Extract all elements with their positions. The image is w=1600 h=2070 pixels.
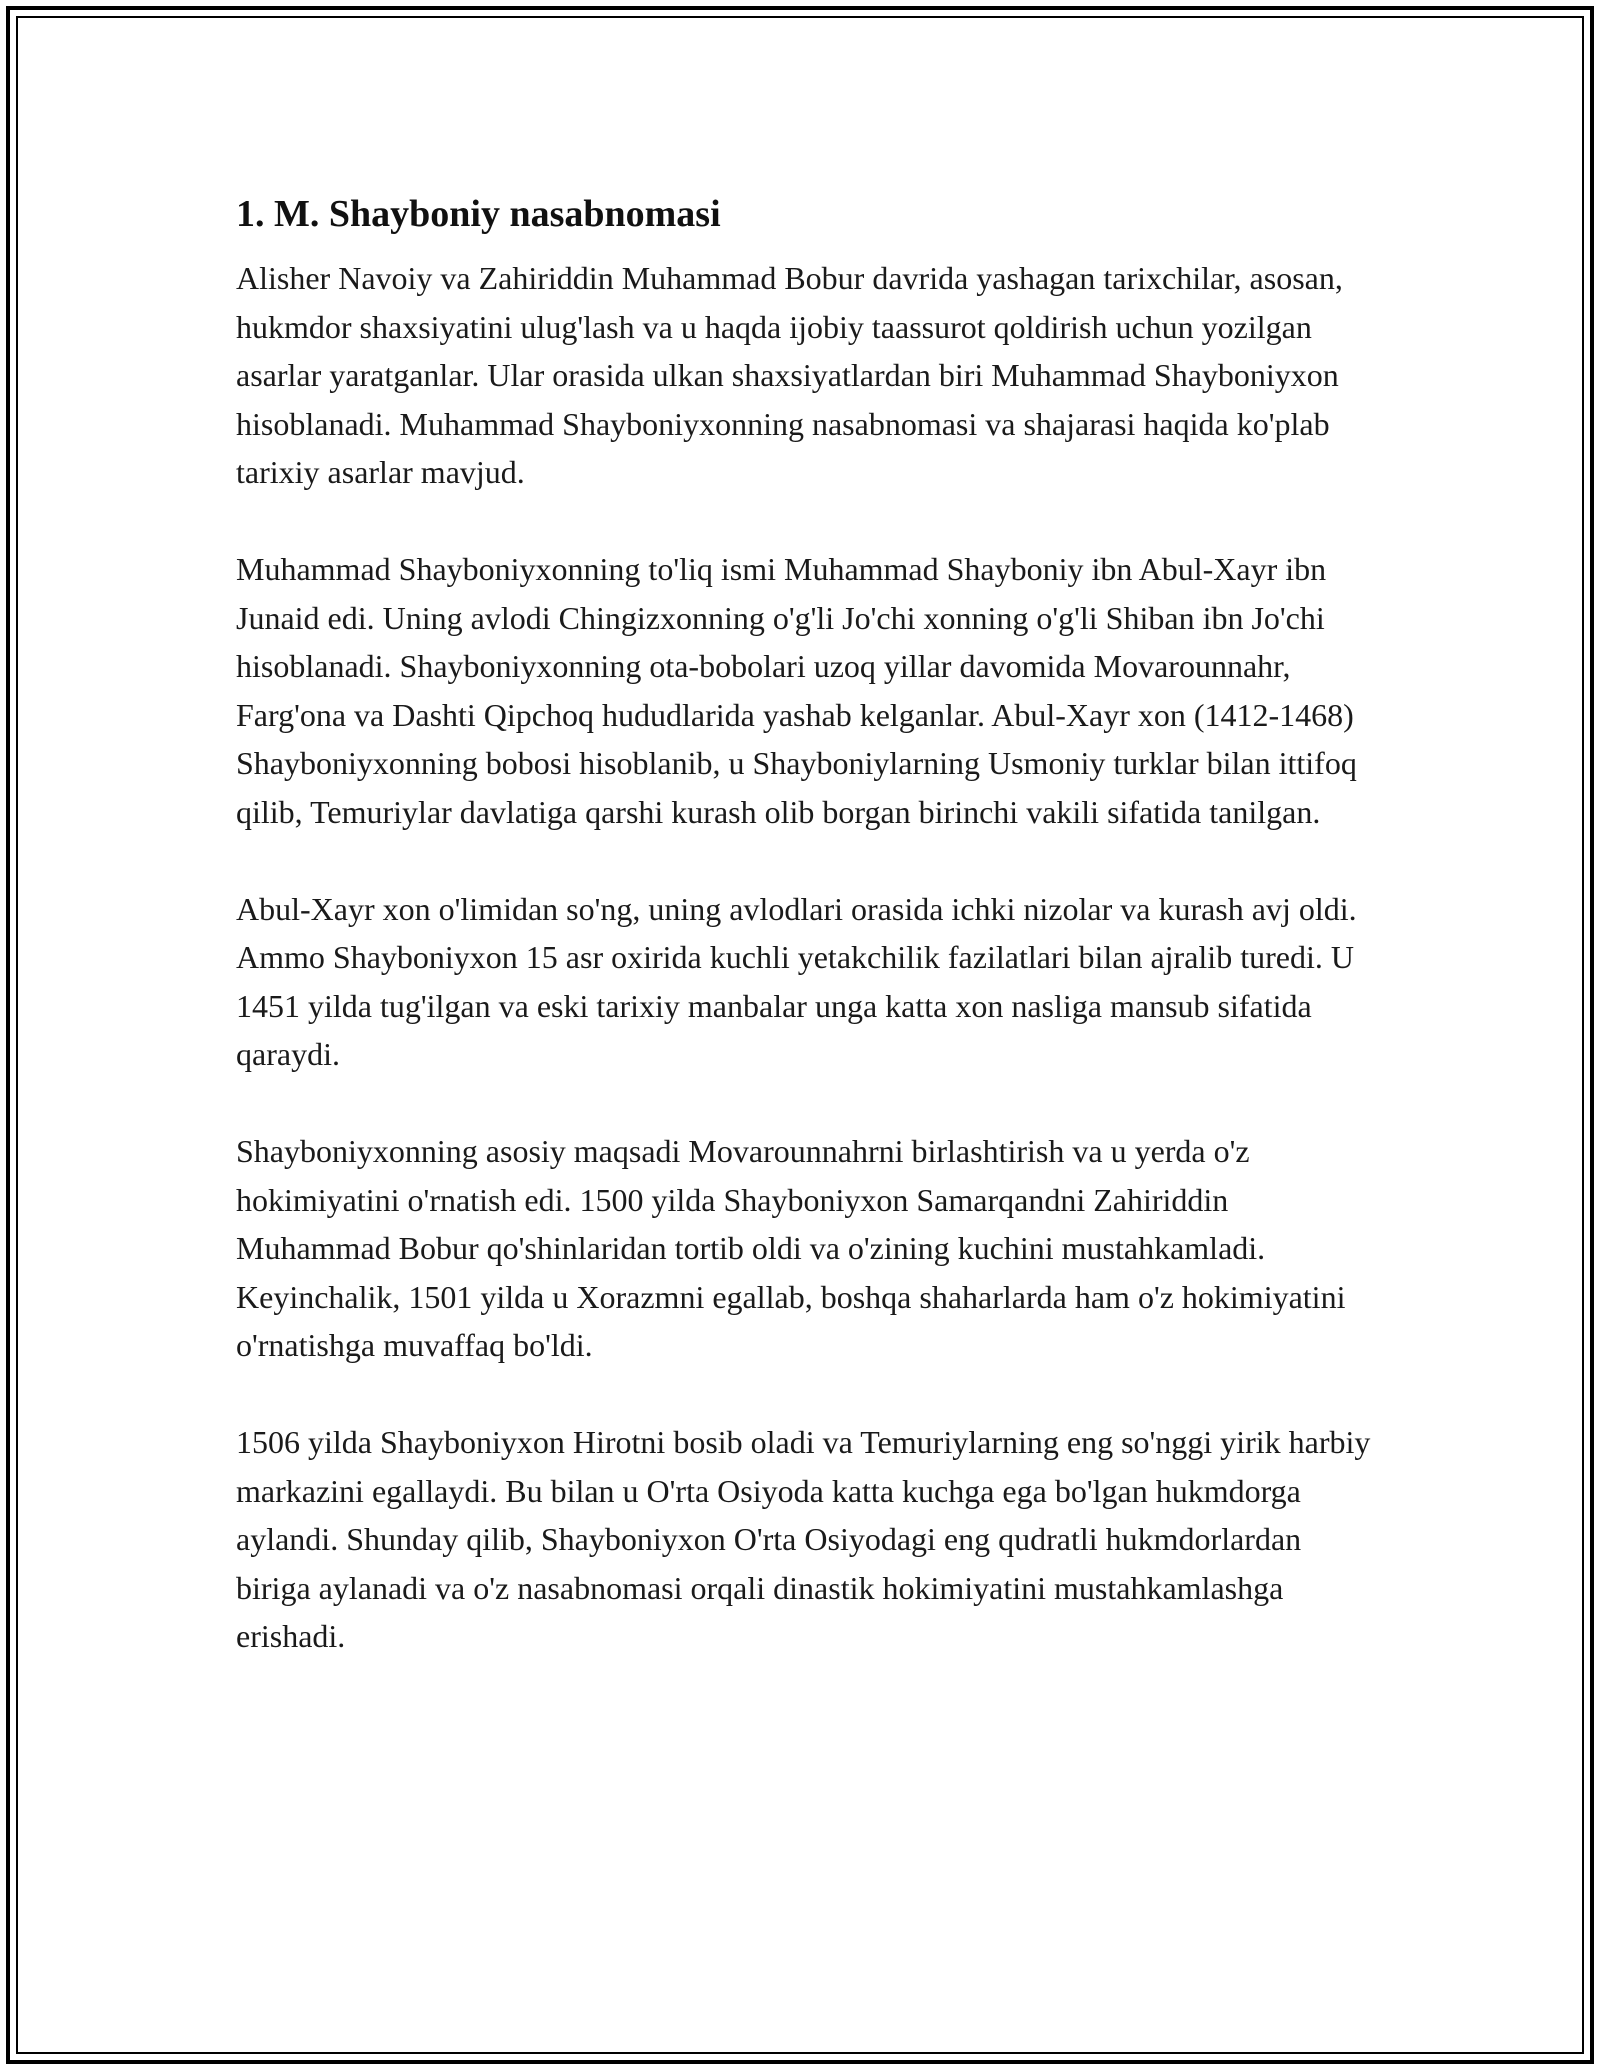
paragraph-4: Shayboniyxonning asosiy maqsadi Movarounnahrni birlashtirish va u yerda o'z hokimiyatini o'rnatish edi. 1500 yilda Shayboniyxon Samarqandni Zahiriddin Muhammad Bobur qo'shinlaridan tortib oldi va o'zining kuchini mustahkamladi. Keyinchalik, 1501 yilda u Xorazmni egallab, boshqa shaharlarda ham o'z hokimiyatini o'rnatishga muvaffaq bo'ldi. bbox=[236, 1133, 1346, 1363]
paragraph-2: Muhammad Shayboniyxonning to'liq ismi Muhammad Shayboniy ibn Abul-Xayr ibn Junaid edi. Uning avlodi Chingizxonning o'g'li Jo'chi xonning o'g'li Shiban ibn Jo'chi hisoblanadi. Shayboniyxonning ota-bobolari uzoq yillar davomida Movarounnahr, Farg'ona va Dashti Qipchoq hududlarida yashab kelganlar. Abul-Xayr xon (1412-1468) Shayboniyxonning bobosi hisoblanib, u Shayboniylarning Usmoniy turklar bilan ittifoq qilib, Temuriylar davlatiga qarshi kurash olib borgan birinchi vakili sifatida tanilgan. bbox=[236, 551, 1357, 830]
section-heading: 1. M. Shayboniy nasabnomasi bbox=[236, 193, 721, 235]
paragraph-5: 1506 yilda Shayboniyxon Hirotni bosib oladi va Temuriylarning eng so'nggi yirik harbiy markazini egallaydi. Bu bilan u O'rta Osiyoda katta kuchga ega bo'lgan hukmdorga aylandi. Shunday qilib, Shayboniyxon O'rta Osiyodagi eng qudratli hukmdorlardan biriga aylanadi va o'z nasabnomasi orqali dinastik hokimiyatini mustahkamlashga erishadi. bbox=[236, 1424, 1371, 1654]
paragraph-3: Abul-Xayr xon o'limidan so'ng, uning avlodlari orasida ichki nizolar va kurash avj oldi. Ammo Shayboniyxon 15 asr oxirida kuchli yetakchilik fazilatlari bilan ajralib turedi. U 1451 yilda tug'ilgan va eski tarixiy manbalar unga katta xon nasliga mansub sifatida qaraydi. bbox=[236, 890, 1357, 1072]
document-body bbox=[236, 186, 1376, 1709]
paragraph-1: Alisher Navoiy va Zahiriddin Muhammad Bobur davrida yashagan tarixchilar, asosan, hukmdor shaxsiyatini ulug'lash va u haqda ijobiy taassurot qoldirish uchun yozilgan asarlar yaratganlar. Ular orasida ulkan shaxsiyatlardan biri Muhammad Shayboniyxon hisoblanadi. Muhammad Shayboniyxonning nasabnomasi va shajarasi haqida ko'plab tarixiy asarlar mavjud. bbox=[236, 260, 1343, 490]
